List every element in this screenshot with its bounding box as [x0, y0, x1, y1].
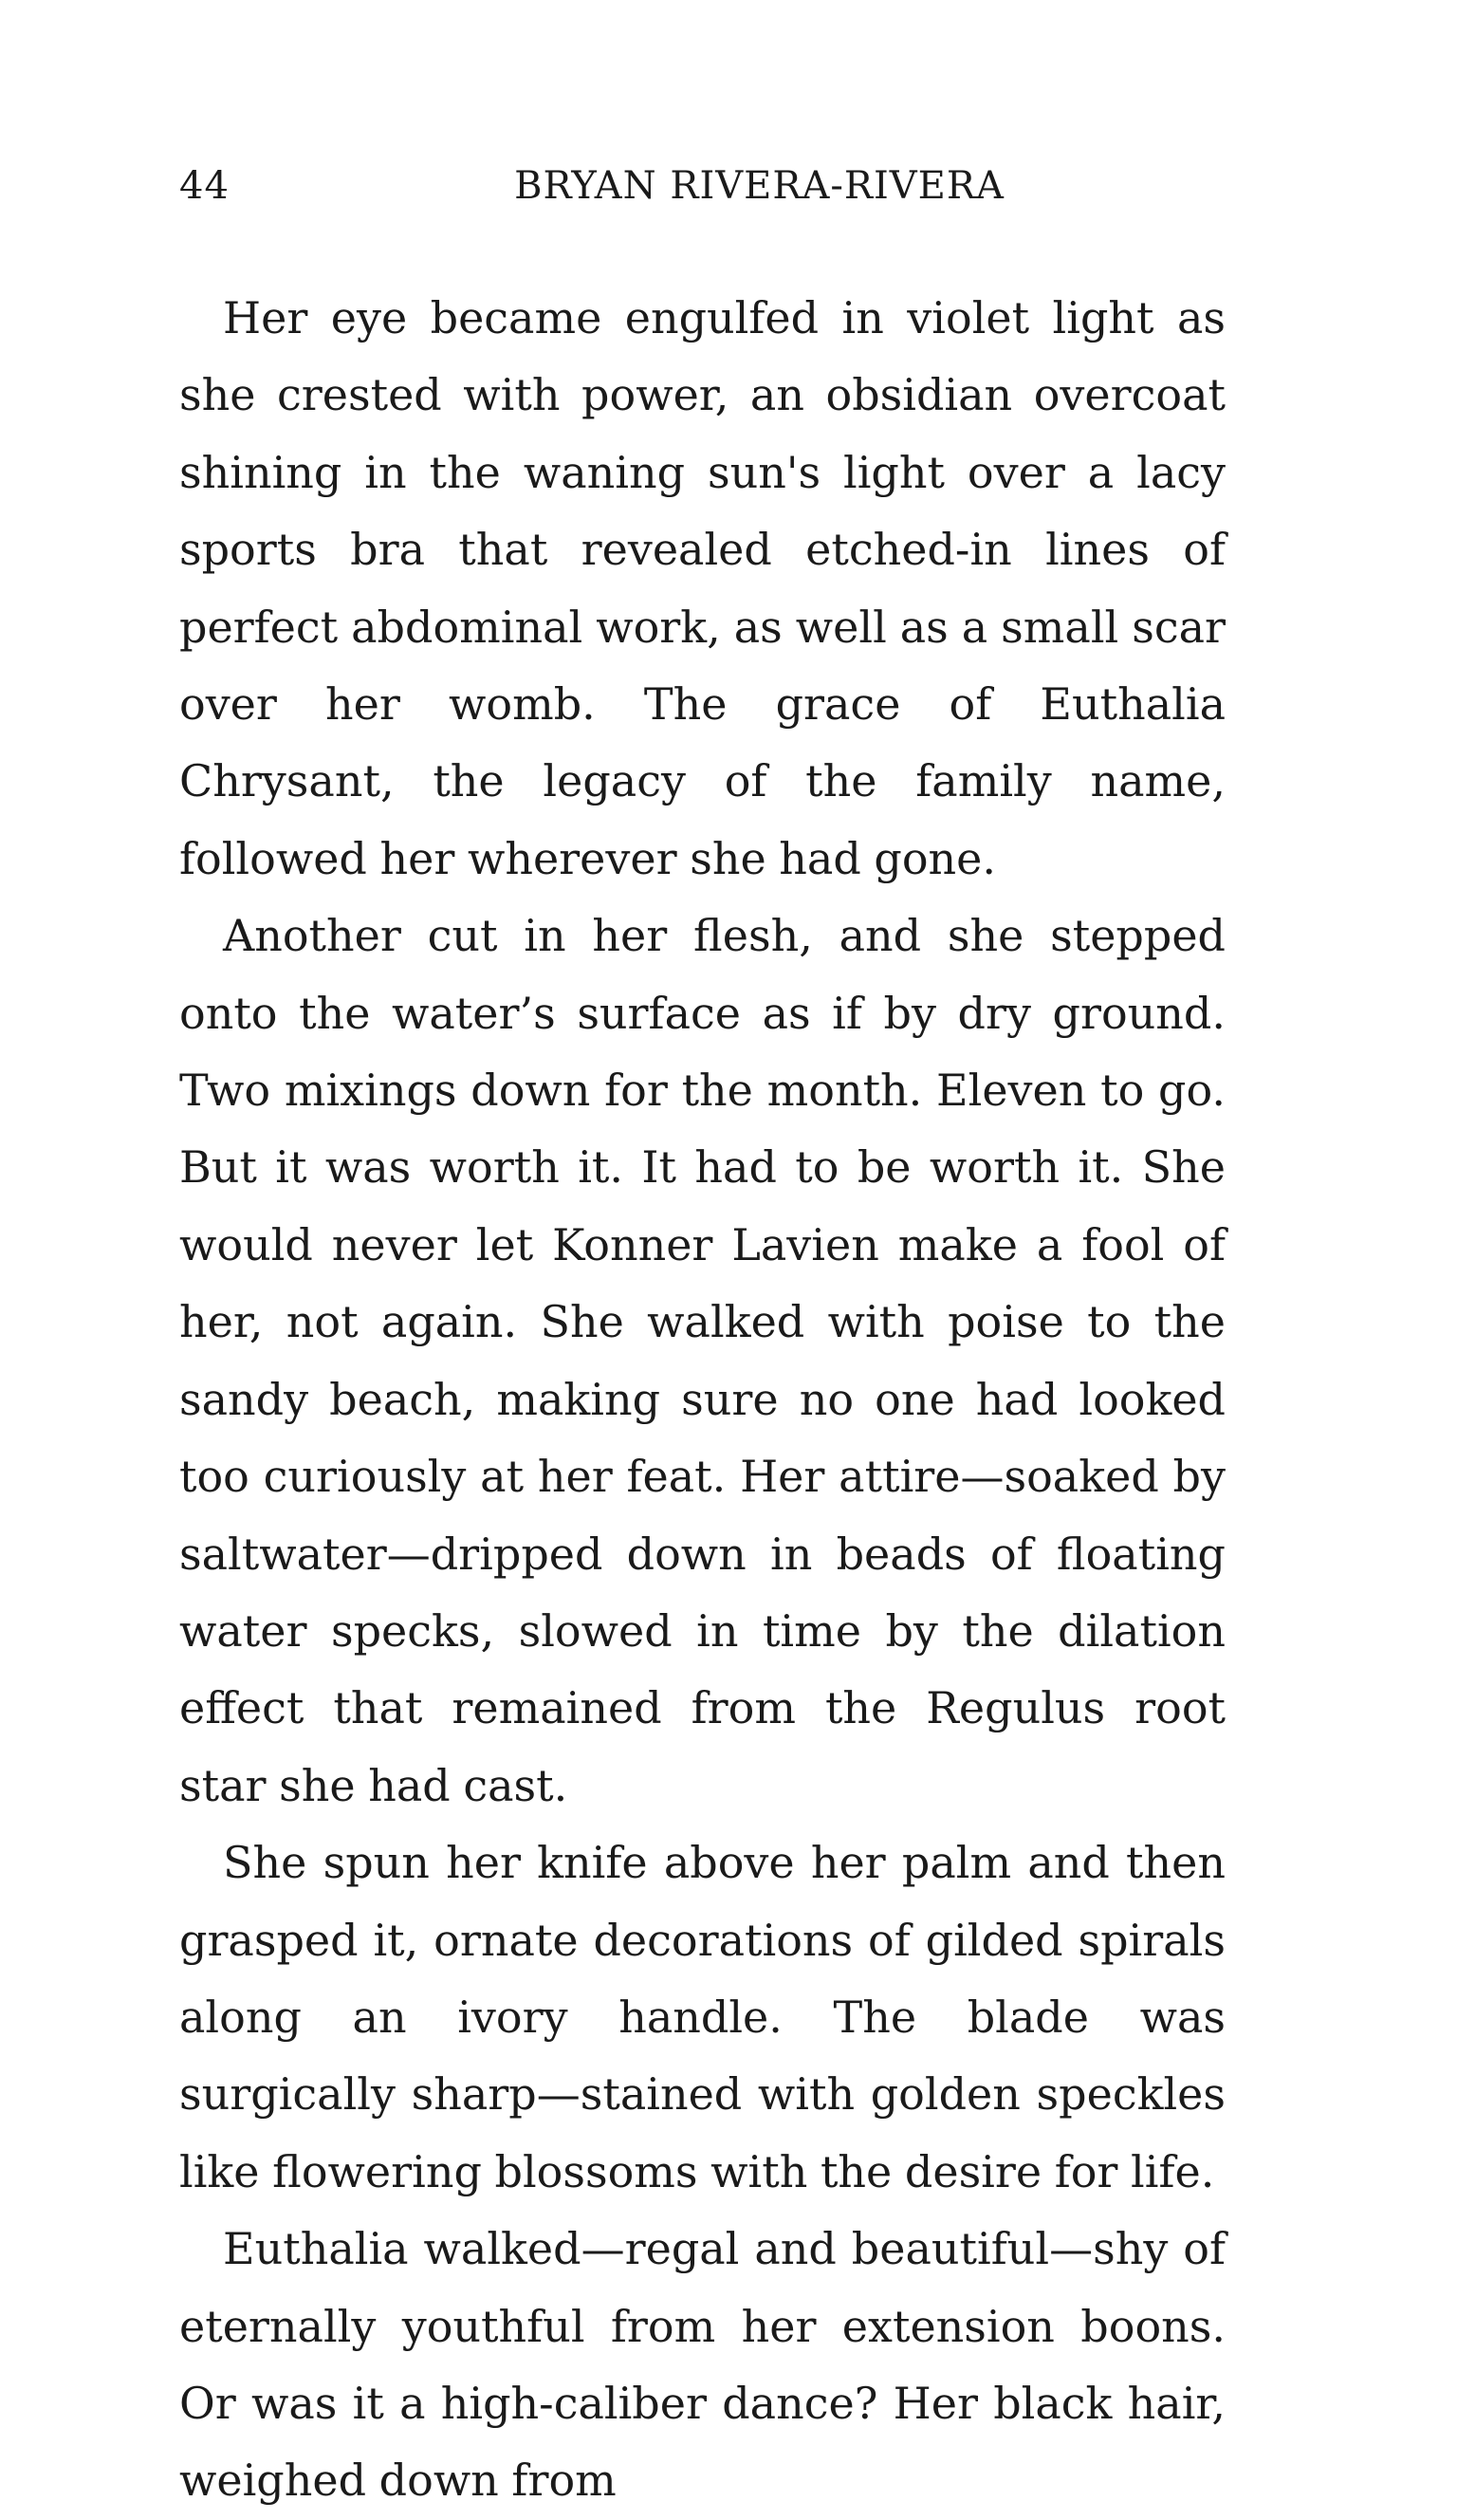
- paragraph: Euthalia walked—regal and beautiful—shy of eternally youthful from her extension boons. Or was it a high-caliber dance? Her black hair, weighed down from: [179, 2223, 1226, 2507]
- running-header: [179, 161, 1226, 211]
- paragraph: She spun her knife above her palm and then grasped it, ornate decorations of gilded spirals along an ivory handle. The blade was surgically sharp—stained with golden speckles like flowering blossoms with the desire for life.: [179, 1837, 1226, 2197]
- body-text: [179, 280, 1226, 2520]
- page-number: 44: [179, 164, 230, 208]
- paragraph: Her eye became engulfed in violet light as she crested with power, an obsidian overcoat shining in the waning sun's light over a lacy sports bra that revealed etched-in lines of perfect abdominal work, as well as a small scar over her womb. The grace of Euthalia Chrysant, the legacy of the family name, followed her wherever she had gone.: [179, 292, 1226, 884]
- running-title: BRYAN RIVERA-RIVERA: [514, 164, 1005, 208]
- paragraph: Another cut in her flesh, and she stepped onto the water’s surface as if by dry ground. Two mixings down for the month. Eleven to go. But it was worth it. It had to be worth it. She would never let Konner Lavien make a fool of her, not again. She walked with poise to the sandy beach, making sure no one had looked too curiously at her feat. Her attire—soaked by saltwater—dripped down in beads of floating water specks, slowed in time by the dilation effect that remained from the Regulus root star she had cast.: [179, 910, 1226, 1811]
